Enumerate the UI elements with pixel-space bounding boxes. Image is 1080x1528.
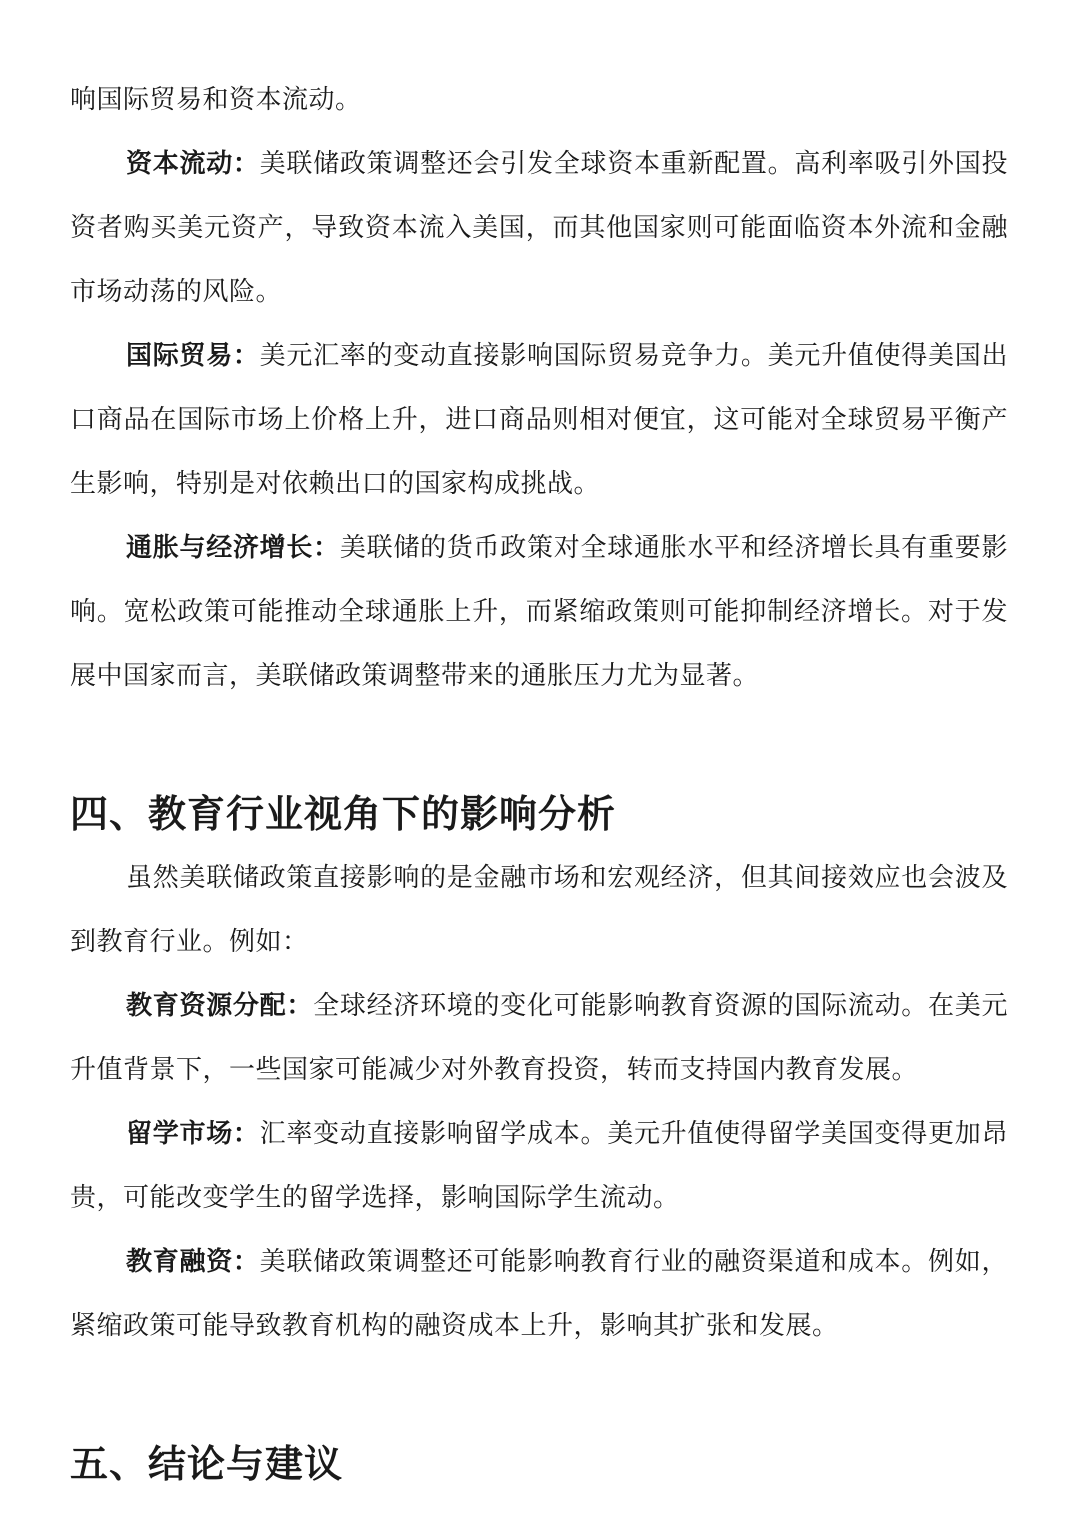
paragraph-education-resources [70,974,1008,1102]
paragraph-term: 资本流动： [126,149,260,179]
paragraph-text: 汇率变动直接影响留学成本。美元升值使得留学美国变得更加昂贵，可能改变学生的留学选择，影响国际学生流动。 [70,1119,1008,1213]
paragraph-term: 留学市场： [126,1119,260,1149]
paragraph-text: 美联储政策调整还会引发全球资本重新配置。高利率吸引外国投资者购买美元资产，导致资本流入美国，而其他国家则可能面临资本外流和金融市场动荡的风险。 [70,149,1008,307]
paragraph-capital-flow [70,132,1008,324]
paragraph-text: 虽然美联储政策直接影响的是金融市场和宏观经济，但其间接效应也会波及到教育行业。例如： [70,863,1008,957]
paragraph-term: 通胀与经济增长： [126,533,340,563]
paragraph-text: 美联储政策调整还可能影响教育行业的融资渠道和成本。例如，紧缩政策可能导致教育机构的融资成本上升，影响其扩张和发展。 [70,1247,1008,1341]
section-heading-five: 五、结论与建议 [70,1442,344,1486]
paragraph-text: 全球经济环境的变化可能影响教育资源的国际流动。在美元升值背景下，一些国家可能减少对外教育投资，转而支持国内教育发展。 [70,991,1008,1085]
paragraph-text: 美联储的货币政策对全球通胀水平和经济增长具有重要影响。宽松政策可能推动全球通胀上升，而紧缩政策则可能抑制经济增长。对于发展中国家而言，美联储政策调整带来的通胀压力尤为显著。 [70,533,1008,691]
document-page [70,68,1008,1496]
paragraph-text: 美元汇率的变动直接影响国际贸易竞争力。美元升值使得美国出口商品在国际市场上价格上升，进口商品则相对便宜，这可能对全球贸易平衡产生影响，特别是对依赖出口的国家构成挑战。 [70,341,1008,499]
paragraph-term: 教育融资： [126,1247,260,1277]
paragraph-study-abroad [70,1102,1008,1230]
paragraph-text: 响国际贸易和资本流动。 [70,85,362,115]
paragraph-education-financing [70,1230,1008,1358]
paragraph-term: 国际贸易： [126,341,260,371]
paragraph-international-trade [70,324,1008,516]
paragraph-term: 教育资源分配： [126,991,314,1021]
paragraph-inflation-growth [70,516,1008,708]
paragraph-education-intro [70,846,1008,974]
paragraph-continuation [70,68,1008,132]
section-heading-four: 四、教育行业视角下的影响分析 [70,792,617,836]
